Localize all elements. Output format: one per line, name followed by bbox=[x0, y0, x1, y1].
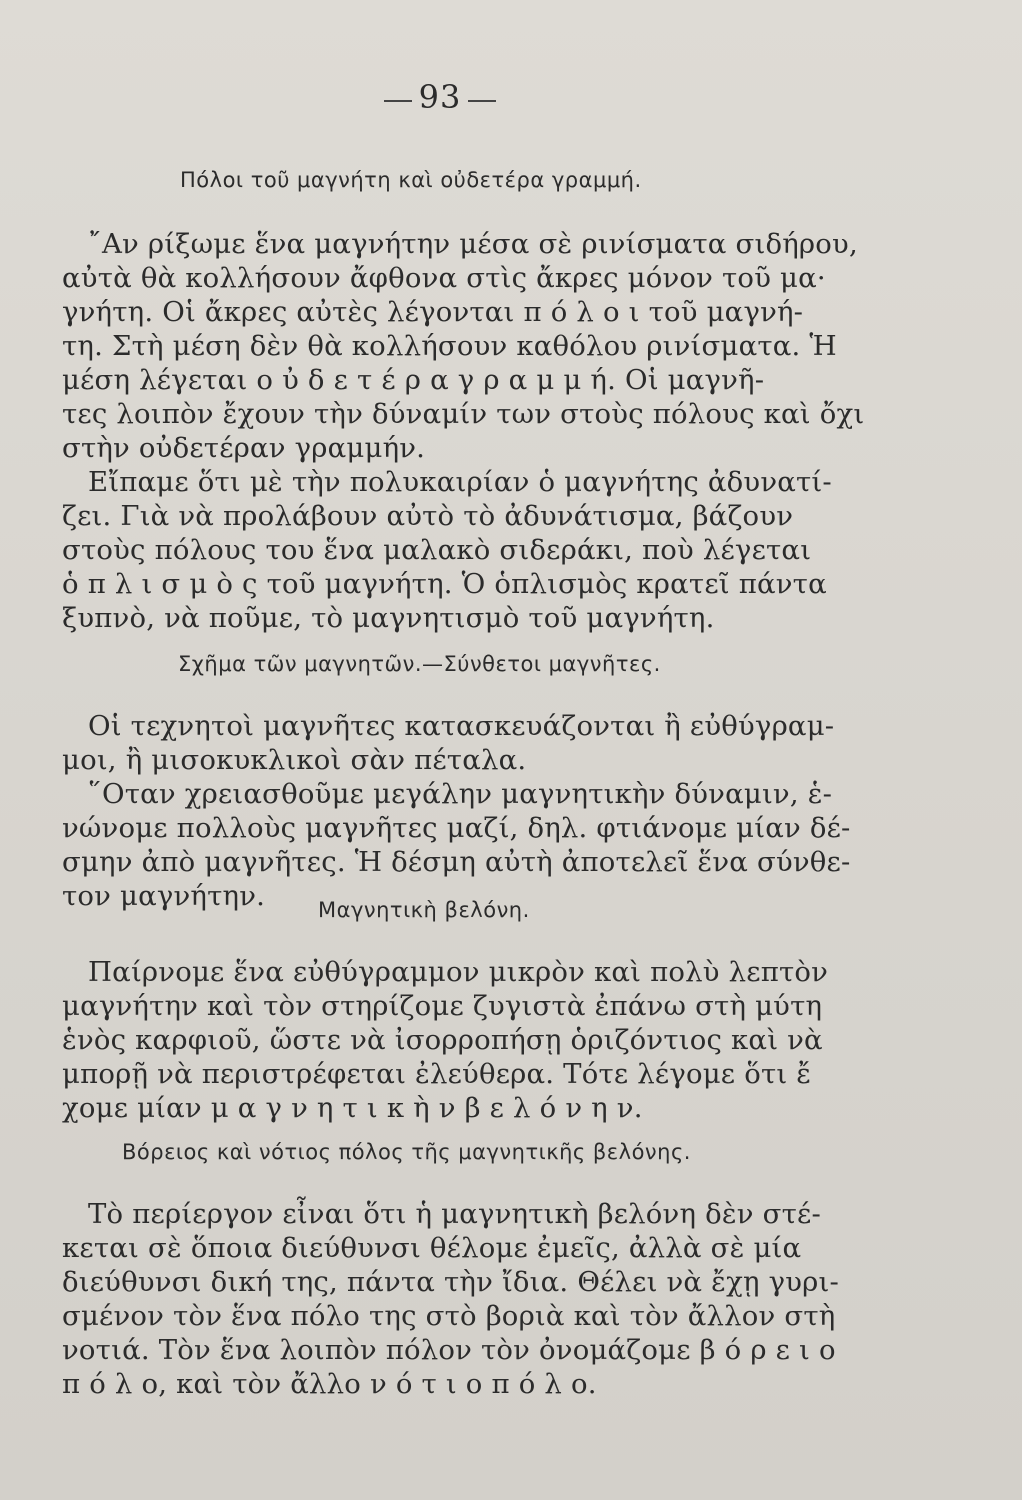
section-heading-shape: Σχῆμα τῶν μαγνητῶν.—Σύνθετοι μαγνῆτες. bbox=[178, 652, 661, 676]
section-heading-needle: Μαγνητικὴ βελόνη. bbox=[318, 898, 530, 922]
body-line: ῞Οταν χρειασθοῦμε μεγάλην μαγνητικὴν δύναμιν, ἑ- bbox=[88, 778, 833, 810]
body-line: ζει. Γιὰ νὰ προλάβουν αὐτὸ τὸ ἀδυνάτισμα, βάζουν bbox=[62, 500, 794, 532]
body-line: ἑνὸς καρφιοῦ, ὥστε νὰ ἰσορροπήσῃ ὁριζόντιος καὶ νὰ bbox=[62, 1024, 823, 1056]
body-line: ὁ π λ ι σ μ ὸ ς τοῦ μαγνήτη. Ὁ ὁπλισμὸς κρατεῖ πάντα bbox=[62, 568, 827, 600]
body-line: μπορῇ νὰ περιστρέφεται ἐλεύθερα. Τότε λέγομε ὅτι ἔ bbox=[62, 1058, 812, 1090]
body-line: μαγνήτην καὶ τὸν στηρίζομε ζυγιστὰ ἐπάνω στὴ μύτη bbox=[62, 990, 823, 1022]
body-line: ξυπνὸ, νὰ ποῦμε, τὸ μαγνητισμὸ τοῦ μαγνήτη. bbox=[62, 602, 715, 634]
body-line: γνήτη. Οἱ ἄκρες αὐτὲς λέγονται π ό λ ο ι τοῦ μαγνή- bbox=[62, 296, 804, 328]
section-heading-poles: Πόλοι τοῦ μαγνήτη καὶ οὐδετέρα γραμμή. bbox=[180, 168, 642, 192]
section-heading-north-south: Βόρειος καὶ νότιος πόλος τῆς μαγνητικῆς βελόνης. bbox=[122, 1140, 691, 1164]
body-line: τες λοιπὸν ἔχουν τὴν δύναμίν των στοὺς πόλους καὶ ὄχι bbox=[62, 398, 865, 430]
body-line: νοτιά. Τὸν ἕνα λοιπὸν πόλον τὸν ὀνομάζομε β ό ρ ε ι ο bbox=[62, 1334, 836, 1366]
body-line: μέση λέγεται ο ὐ δ ε τ έ ρ α γ ρ α μ μ ή. Οἱ μαγνῆ- bbox=[62, 364, 765, 396]
body-line: π ό λ ο, καὶ τὸν ἄλλο ν ό τ ι ο π ό λ ο. bbox=[62, 1368, 597, 1400]
body-line: διεύθυνσι δική της, πάντα τὴν ἴδια. Θέλει νὰ ἔχῃ γυρι- bbox=[62, 1266, 839, 1298]
body-line: Τὸ περίεργον εἶναι ὅτι ἡ μαγνητικὴ βελόνη δὲν στέ- bbox=[88, 1198, 821, 1230]
body-line: χομε μίαν μ α γ ν η τ ι κ ὴ ν β ε λ ό ν η ν. bbox=[62, 1092, 643, 1124]
body-line: Παίρνομε ἕνα εὐθύγραμμον μικρὸν καὶ πολὺ λεπτὸν bbox=[88, 956, 829, 988]
body-line: σμην ἀπὸ μαγνῆτες. Ἡ δέσμη αὐτὴ ἀποτελεῖ ἕνα σύνθε- bbox=[62, 846, 851, 878]
body-line: τη. Στὴ μέση δὲν θὰ κολλήσουν καθόλου ρινίσματα. Ἡ bbox=[62, 330, 837, 362]
body-line: κεται σὲ ὅποια διεύθυνσι θέλομε ἐμεῖς, ἀλλὰ σὲ μία bbox=[62, 1232, 802, 1264]
body-line: ῎Αν ρίξωμε ἕνα μαγνήτην μέσα σὲ ρινίσματα σιδήρου, bbox=[88, 228, 858, 260]
body-line: τον μαγνήτην. bbox=[62, 880, 266, 912]
body-line: σμένον τὸν ἕνα πόλο της στὸ βοριὰ καὶ τὸν ἄλλον στὴ bbox=[62, 1300, 836, 1332]
body-line: Εἴπαμε ὅτι μὲ τὴν πολυκαιρίαν ὁ μαγνήτης ἀδυνατί- bbox=[88, 466, 832, 498]
body-line: στὴν οὐδετέραν γραμμήν. bbox=[62, 432, 426, 464]
page-number: 93 bbox=[380, 78, 500, 116]
body-line: αὐτὰ θὰ κολλήσουν ἄφθονα στὶς ἄκρες μόνον τοῦ μα· bbox=[62, 262, 826, 294]
body-line: στοὺς πόλους του ἕνα μαλακὸ σιδεράκι, ποὺ λέγεται bbox=[62, 534, 812, 566]
body-line: νώνομε πολλοὺς μαγνῆτες μαζί, δηλ. φτιάνομε μίαν δέ- bbox=[62, 812, 851, 844]
body-line: Οἱ τεχνητοὶ μαγνῆτες κατασκευάζονται ἢ εὐθύγραμ- bbox=[88, 710, 835, 742]
body-line: μοι, ἢ μισοκυκλικοὶ σὰν πέταλα. bbox=[62, 744, 527, 776]
